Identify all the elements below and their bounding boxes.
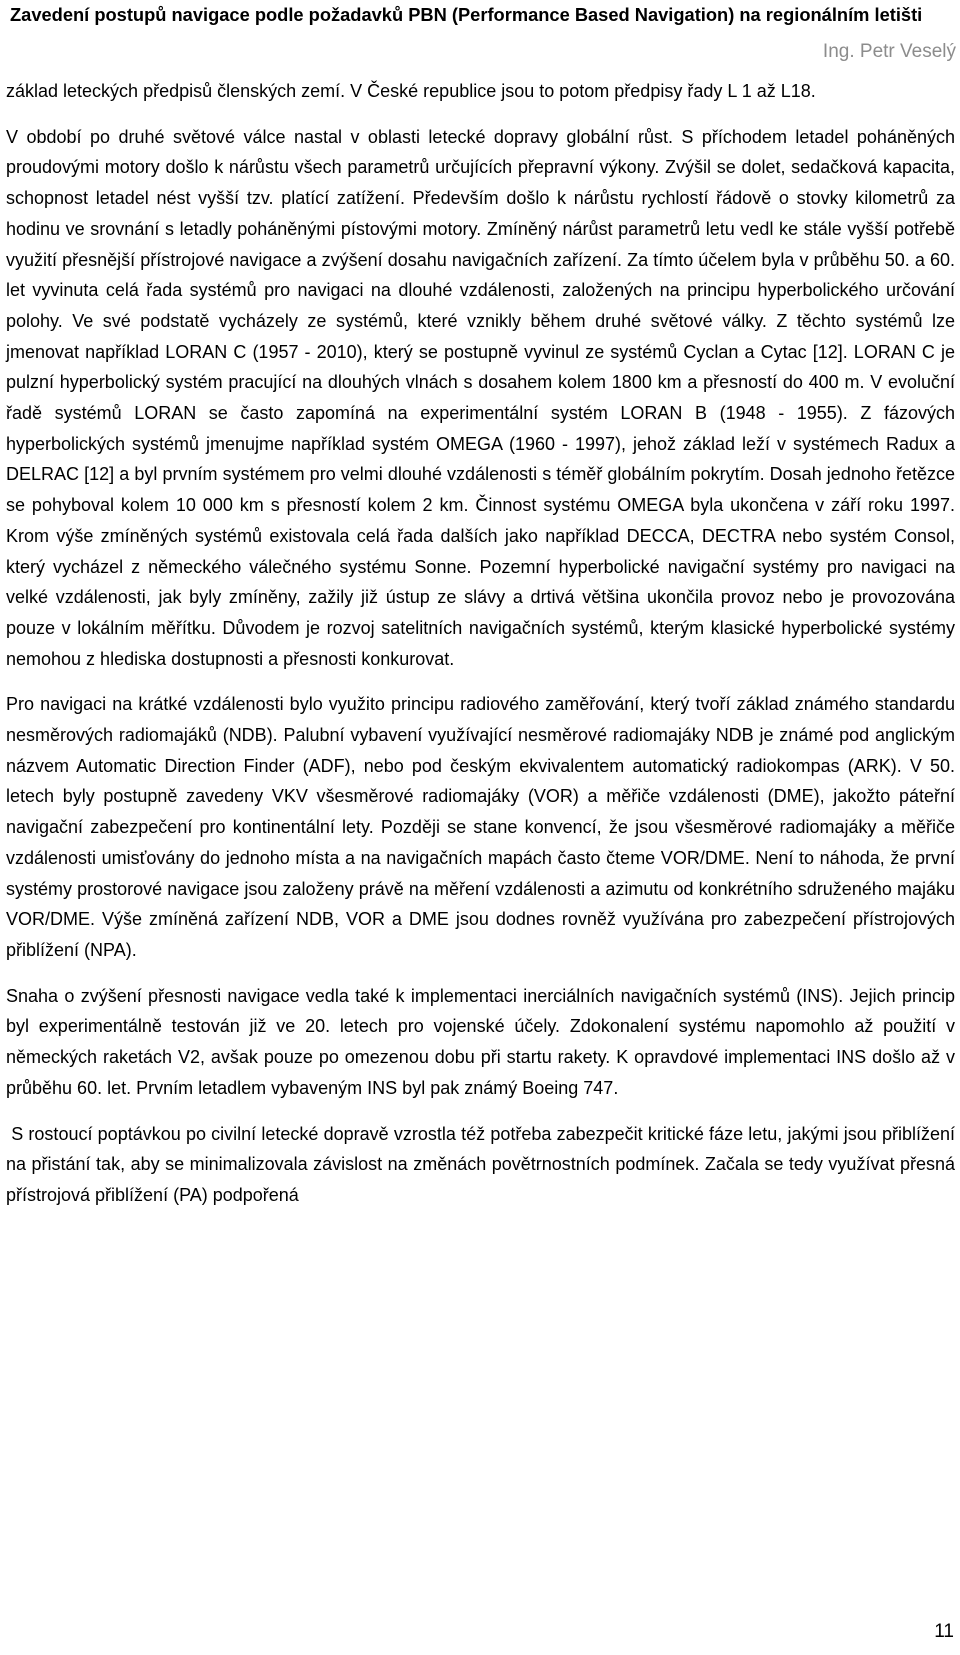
page-number: 11 — [934, 1621, 954, 1642]
document-body — [6, 76, 960, 1211]
paragraph: Pro navigaci na krátké vzdálenosti bylo využito principu radiového zaměřování, který tvoří základ známého standardu nesměrových radiomajáků (NDB). Palubní vybavení využívající nesměrové radiomajáky NDB je známé pod anglickým názvem Automatic Direction Finder (ADF), nebo pod českým ekvivalentem automatický radiokompas (ARK). V 50. letech byly postupně zavedeny VKV všesměrové radiomajáky (VOR) a měřiče vzdálenosti (DME), jakožto páteřní navigační zabezpečení pro kontinentální lety. Později se stane konvencí, že jsou všesměrové radiomajáky a měřiče vzdálenosti umisťovány do jednoho místa a na navigačních mapách často čteme VOR/DME. Není to náhoda, že první systémy prostorové navigace jsou založeny právě na měření vzdálenosti a azimutu od konkrétního sdruženého majáku VOR/DME. Výše zmíněná zařízení NDB, VOR a DME jsou dodnes rovněž využívána pro zabezpečení přístrojových přiblížení (NPA). — [6, 694, 955, 960]
document-header-author: Ing. Petr Veselý — [822, 41, 956, 62]
paragraph: S rostoucí poptávkou po civilní letecké dopravě vzrostla též potřeba zabezpečit kritické fáze letu, jakými jsou přiblížení na přistání tak, aby se minimalizovala závislost na změnách povětrnostních podmínek. Začala se tedy využívat přesná přístrojová přiblížení (PA) podpořená — [6, 1123, 960, 1205]
paragraph: základ leteckých předpisů členských zemí. V České republice jsou to potom předpisy řady L 1 až L18. — [6, 81, 816, 101]
paragraph: V období po druhé světové válce nastal v oblasti letecké dopravy globální růst. S příchodem letadel poháněných proudovými motory došlo k nárůstu všech parametrů určujících přepravní výkony. Zvýšil se dolet, sedačková kapacita, schopnost letadel nést vyšší tzv. platící zatížení. Především došlo k nárůstu rychlostí řádově o stovky kilometrů za hodinu ve srovnání s letadly poháněnými pístovými motory. Zmíněný nárůst parametrů letu vedl ke stále vyšší potřebě využití přesnější přístrojové navigace a zvýšení dosahu navigačních zařízení. Za tímto účelem byla v průběhu 50. a 60. let vyvinuta celá řada systémů pro navigaci na dlouhé vzdálenosti, založených na principu hyperbolického určování polohy. Ve své podstatě vycházely ze systémů, které vznikly během druhé světové války. Z těchto systémů lze jmenovat například LORAN C (1957 - 2010), který se postupně vyvinul ze systémů Cyclan a Cytac [12]. LORAN C je pulzní hyperbolický systém pracující na dlouhých vlnách s dosahem kolem 1800 km a přesností do 400 m. V evoluční řadě systémů LORAN se často zapomíná na experimentální systém LORAN B (1948 - 1955). Z fázových hyperbolických systémů jmenujme například systém OMEGA (1960 - 1997), jehož základ leží v systémech Radux a DELRAC [12] a byl prvním systémem pro velmi dlouhé vzdálenosti s téměř globálním pokrytím. Dosah jednoho řetězce se pohyboval kolem 10 000 km s přesností kolem 2 km. Činnost systému OMEGA byla ukončena v září roku 1997. Krom výše zmíněných systémů existovala celá řada dalších jako například DECCA, DECTRA nebo systém Consol, který vycházel z německého válečného systému Sonne. Pozemní hyperbolické navigační systémy pro navigaci na velké vzdálenosti, jak byly zmíněny, zažily již ústup ze slávy a drtivá většina ukončila provoz nebo je provozována pouze v lokálním měřítku. Důvodem je rozvoj satelitních navigačních systémů, kterým klasické hyperbolické systémy nemohou z hlediska dostupnosti a přesnosti konkurovat. — [6, 126, 955, 669]
document-header-title: Zavedení postupů navigace podle požadavků PBN (Performance Based Navigation) na regionálním letišti — [10, 4, 923, 25]
paragraph: Snaha o zvýšení přesnosti navigace vedla také k implementaci inerciálních navigačních systémů (INS). Jejich princip byl experimentálně testován již ve 20. letech pro vojenské účely. Zdokonalení systému napomohlo až použití v německých raketách V2, avšak pouze po omezenou dobu při startu rakety. K opravdové implementaci INS došlo až v průběhu 60. let. Prvním letadlem vybaveným INS byl pak známý Boeing 747. — [6, 985, 955, 1098]
